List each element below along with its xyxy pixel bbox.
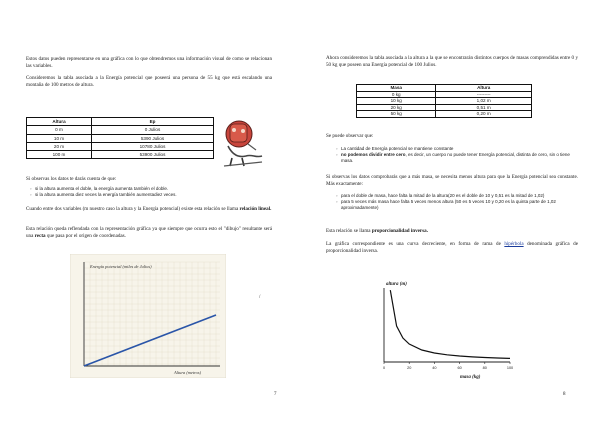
linear-chart xyxy=(70,254,226,378)
table-cell: 20 kg xyxy=(357,104,436,111)
list-item: ▫ para 5 veces más masa hace falta 5 veces menos altura (50 es 5 veces 10 y 0,20 es la quinta parte de 1,02 aproximadamente) xyxy=(336,199,574,211)
x-tick-label: 60 xyxy=(457,366,462,370)
x-tick-label: 100 xyxy=(506,366,514,370)
graph-paragraph xyxy=(326,241,578,254)
x-tick-label: 20 xyxy=(407,366,412,370)
graph-text: que pasa por el origen de coordenadas. xyxy=(46,232,126,239)
relation-text: Cuando entre dos variables (m nuestro caso la altura y la Energía potencial) existe esta relación se llama xyxy=(26,206,239,212)
table-cell: 10780 Julios xyxy=(92,142,214,150)
table-cell: 50 kg xyxy=(357,111,436,118)
observe-text: Se puede observar que: xyxy=(326,133,374,139)
graph-paragraph xyxy=(26,226,272,239)
bold-prefix: no podemos dividir entre cero xyxy=(341,152,406,158)
list-item: ▫ si la altura aumenta diez veces la energía también aumentadiez veces. xyxy=(30,192,270,198)
table-cell: 10 m xyxy=(27,134,92,142)
table-cell: 0 Julios xyxy=(92,126,214,134)
table-cell: 20 m xyxy=(27,142,92,150)
relation-term: proporcionalidad inversa. xyxy=(371,228,428,234)
graph-text: denominada gráfica de proporcionalidad inversa. xyxy=(326,241,578,254)
graph-term: recta xyxy=(34,232,46,239)
energy-table xyxy=(26,117,214,159)
bullet-list-2 xyxy=(336,193,574,212)
x-tick-label: 80 xyxy=(482,366,487,370)
page-number: 7 xyxy=(274,392,277,397)
list-item-text: La cantidad de Energía potencial se mantiene constante xyxy=(341,146,454,151)
table-cell: 53900 Julios xyxy=(92,151,214,159)
stray-mark: / xyxy=(259,295,261,300)
table-cell: --------- xyxy=(436,91,532,98)
table-row xyxy=(27,151,214,159)
relation-paragraph xyxy=(26,206,272,213)
table-header: Altura xyxy=(27,118,92,126)
intro-paragraph: Ahora consideremos la tabla asociada a la altura a la que se encontrarán distintos cuerpos de masas comprendidas entre 0 y 50 kg que poseen una Energía potencial de 100 Julios. xyxy=(326,55,578,68)
mass-table xyxy=(356,84,532,118)
observe-text-2: Si observas los datos comprobarás que a más masa, se necesita menos altura para que la Energía potencial sea constante. Más exactamente: xyxy=(326,174,578,187)
climber-illustration-icon xyxy=(218,114,268,176)
table-cell: 100 m xyxy=(27,151,92,159)
relation-term: relación lineal. xyxy=(239,206,272,212)
table-cell: 5390 Julios xyxy=(92,134,214,142)
bullet-list xyxy=(336,146,574,165)
table-cell: 10 kg xyxy=(357,98,436,105)
table-cell: 0,20 m xyxy=(436,111,532,118)
x-tick-label: 0 xyxy=(382,366,386,370)
list-item: ▫ si la altura aumenta el doble, la energía aumenta también el doble. xyxy=(30,186,270,192)
series-line xyxy=(390,290,510,358)
relation-text: Esta relación se llama xyxy=(326,228,371,234)
table-row xyxy=(27,134,214,142)
y-axis-label: Energía potencial (miles de Julios) xyxy=(90,264,152,269)
table-cell: 0 m xyxy=(27,126,92,134)
table-header: Altura xyxy=(436,85,532,92)
table-cell: 0,51 m xyxy=(436,104,532,111)
energy-paragraph: Consideremos la tabla asociada a la Energía potencial que poseerá una persona de 55 kg que está escalando una montaña de 100 metros de altura. xyxy=(26,75,272,88)
list-item-text: , es decir, un cuerpo no puede tener Energía potencial, distinta de cero, sin o tiene masa. xyxy=(341,152,570,164)
table-header: Masa xyxy=(357,85,436,92)
relation-paragraph xyxy=(326,228,578,235)
table-row xyxy=(27,142,214,150)
x-axis-label: masa (kg) xyxy=(460,375,481,380)
table-cell: 0 kg xyxy=(357,91,436,98)
x-axis-label: Altura (metros) xyxy=(174,370,202,375)
page-number: 8 xyxy=(563,392,566,397)
graph-text: Esta relación queda reflendada con la representación gráfica ya que siempre que ocurra esto el "dibujo" resultante será una xyxy=(26,226,272,239)
table-cell: 1,02 m xyxy=(436,98,532,105)
hyperbola-link[interactable]: hipérbola xyxy=(504,241,524,247)
right-page xyxy=(300,0,600,424)
graph-text: La gráfica correspondiente es una curva decreciente, en forma de rama de xyxy=(326,241,501,247)
x-tick-label: 40 xyxy=(432,366,437,370)
list-item: ▫ para el doble de masa, hace falta la mitad de la altura(20 es el doble de 10 y 0,51 es la mitad de 1,02) xyxy=(336,193,574,199)
table-row xyxy=(27,126,214,134)
observe-text: Si observas los datos te darás cuenta de que: xyxy=(26,176,117,182)
table-header: Ep xyxy=(92,118,214,126)
intro-paragraph: Estos datos pueden representarse en una gráfica con lo que obtendremos una información visual de como se relacionan las variables. xyxy=(26,56,272,69)
y-axis-label: altura (m) xyxy=(386,282,407,287)
hyperbola-chart xyxy=(368,274,516,386)
table-row xyxy=(357,111,532,118)
bullet-list xyxy=(30,186,270,198)
list-item xyxy=(336,152,574,164)
